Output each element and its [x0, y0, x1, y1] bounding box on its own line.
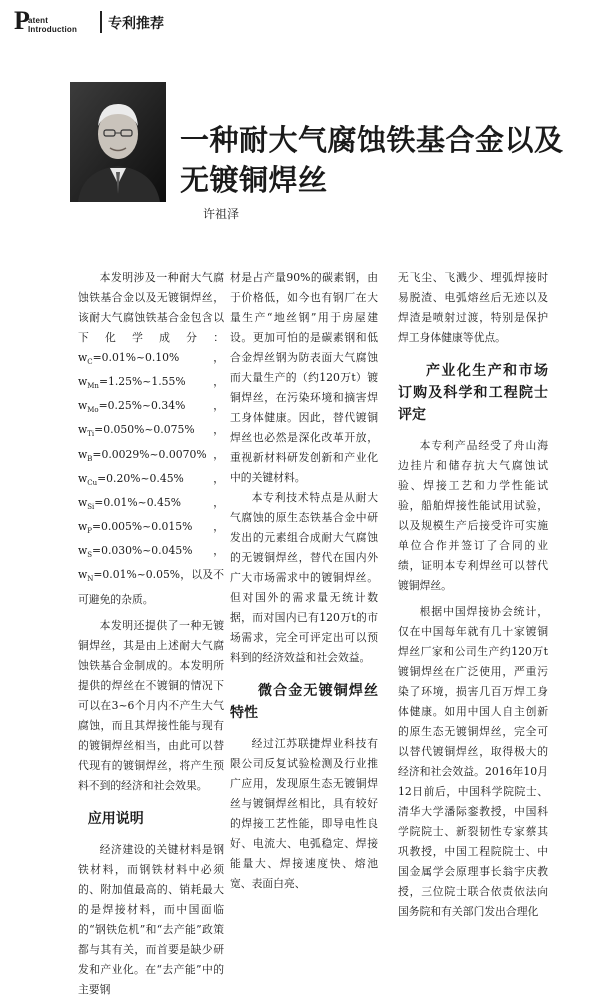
composition-s: =0.030%~0.045%， — [92, 544, 224, 558]
composition-b: =0.0029%~0.0070%， — [92, 447, 224, 461]
composition-ti: =0.050%~0.075%， — [94, 423, 224, 437]
journal-logo-line1: atent — [28, 16, 49, 25]
paragraph: 无飞尘、飞溅少、埋弧焊接时易脱渣、电弧熔丝后无迹以及焊渣是喷射过渡，特别是保护焊工身体健康等优点。 — [398, 271, 548, 344]
section-heading-properties: 微合金无镀铜焊丝特性 — [230, 683, 378, 721]
column-3 — [398, 268, 548, 922]
paragraph: 本专利产品经受了舟山海边挂片和储存抗大气腐蚀试验、焊接工艺和力学性能试验，船舶焊接性能试用试验，以及规模生产后接受许可实施单位合作并签订了合同的业绩，证明本专利焊丝可以替代镀铜焊丝。 — [398, 439, 548, 592]
column-1 — [78, 268, 224, 1000]
intro-text: 本发明涉及一种耐大气腐蚀铁基合金以及无镀铜焊丝，该耐大气腐蚀铁基合金包含以下化学成分： — [78, 271, 224, 344]
header-divider — [100, 11, 102, 33]
composition-c: =0.01%~0.10%， — [92, 351, 224, 364]
intro-paragraph: 本发明涉及一种耐大气腐蚀铁基合金以及无镀铜焊丝，该耐大气腐蚀铁基合金包含以下化学成分：$w_C=0.01\%\sim 0.10\%$，$w_{Mn}=1.25\%\sim 1.55\%$，$w_{Mo}=0.25\%\sim 0.34\%$，$w_{Ti}=0.050\%\sim 0.075\%$，$w_B=0.0029\%\sim 0.0070\%$，$w_{Cu}=0.20\%\sim 0.45\%$，$w_{Si}=0.01\%\sim 0.45\%$，$w_P=0.005\%\sim 0.015\%$，$w_S=0.030\%\sim 0.045\%$，$w_N=0.01\%\sim 0.05\%$，以及不可避免的杂质。 — [78, 271, 224, 606]
composition-n: =0.01%~0.05%，以及不可避免的杂质。 — [78, 568, 224, 606]
composition-cu: =0.20%~0.45%， — [97, 471, 224, 485]
article-author: 许祖泽 — [203, 207, 240, 221]
paragraph: 材是占产量90%的碳素钢，由于价格低，如今也有钢厂在大量生产“地丝钢”用于房屋建设。更加可怕的是碳素钢和低合金焊丝钢为防表面大气腐蚀而大量生产的（约120万t）镀铜焊丝，在污染环境和摘害焊工身体健康。因此，替代镀铜焊丝也必然是深化改革开放，重视新材料研发创新和产业化中的关键材料。 — [230, 271, 378, 484]
journal-logo-letter: P — [14, 6, 30, 35]
column-2 — [230, 268, 378, 894]
paragraph: 本发明还提供了一种无镀铜焊丝，其是由上述耐大气腐蚀铁基合金制成的。本发明所提供的焊丝在不镀铜的情况下可以在3~6个月内不产生大气腐蚀，而且其焊接性能与现有的镀铜焊丝相当，由此可以替代现有的镀铜焊丝，将产生预料不到的经济和社会效果。 — [78, 618, 224, 792]
section-heading-industrialization: 产业化生产和市场订购及科学和工程院士评定 — [398, 363, 548, 423]
article-title: 一种耐大气腐蚀铁基合金以及无镀铜焊丝 — [180, 123, 564, 197]
paragraph: 根据中国焊接协会统计，仅在中国每年就有几十家镀铜焊丝厂家和公司生产约120万t镀铜焊丝在广泛使用，严重污染了环境，损害几百万焊工身体健康。如用中国人自主创新的原生态无镀铜焊丝，完全可以替代镀铜焊丝，取得极大的经济和社会效益。2016年10月12日前后，中国科学院院士、清华大学潘际銮教授，中国科学院院士、新裂韧性专家蔡其巩教授，中国工程院院士、中国金属学会原理事长翁宇庆教授，三位院士联合依责依法向国务院和有关部门发出合理化 — [398, 605, 548, 918]
journal-logo-line2: Introduction — [28, 25, 78, 34]
paragraph: 经济建设的关键材料是钢铁材料，而钢铁材料中必须的、附加值最高的、销耗最大的是焊接材料，而中国面临的“钢铁危机”和“去产能”政策都与其有关，而首要是缺少研发和产业化。在“去产能”中的主要钢 — [78, 842, 224, 996]
composition-mo: =0.25%~0.34%， — [98, 399, 224, 413]
author-portrait — [70, 82, 166, 202]
paragraph: 经过江苏联捷焊业科技有限公司反复试验检测及行业推广应用，发现原生态无镀铜焊丝与镀铜焊丝相比，具有较好的焊接工艺性能，即导电性良好、电流大、电弧稳定、焊接能量大、焊接速度快、熔池宽、表面白亮、 — [230, 737, 378, 890]
composition-mn: =1.25%~1.55%， — [98, 375, 224, 389]
paragraph: 本专利技术特点是从耐大气腐蚀的原生态铁基合金中研发出的元素组合成耐大气腐蚀的无镀铜焊丝，替代在国内外广大市场需求中的镀铜焊丝。但对国外的需求量无统计数据，而对国内已有120万t的市场需求，完全可评定出可以预料到的经济效益和社会效益。 — [230, 491, 378, 664]
composition-si: =0.01%~0.45%， — [94, 495, 224, 509]
section-heading-application: 应用说明 — [87, 810, 144, 827]
composition-p: =0.005%~0.015%， — [91, 520, 224, 534]
journal-header — [14, 8, 244, 36]
section-title: 专利推荐 — [108, 16, 164, 32]
